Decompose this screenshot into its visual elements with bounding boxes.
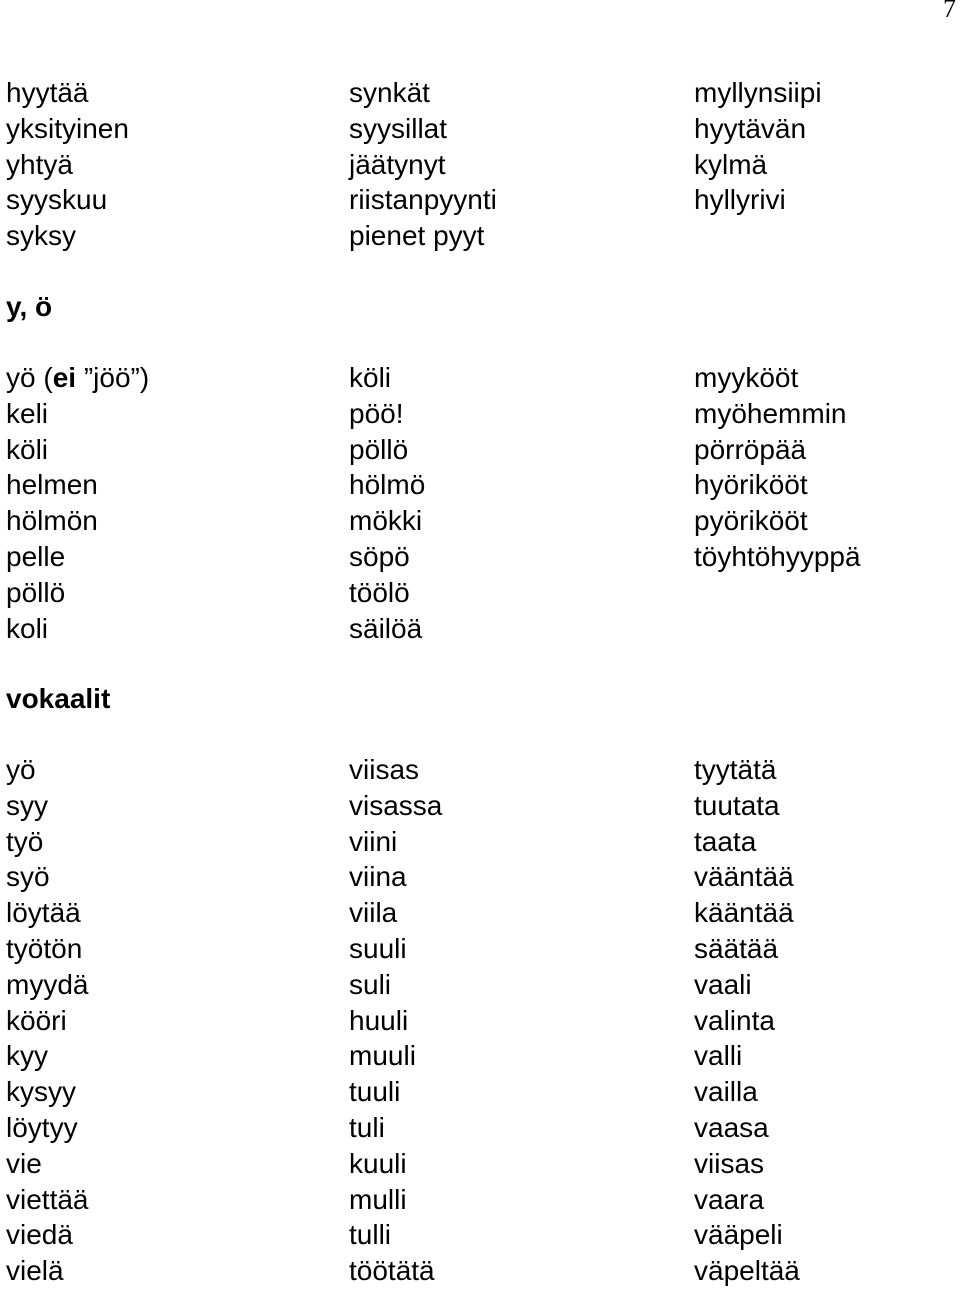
word-cell: työtön — [6, 932, 83, 964]
word-list-section-2 — [6, 360, 956, 646]
word-cell: keli — [6, 397, 49, 429]
word-cell: tulli — [349, 1219, 392, 1251]
word-cell: syysillat — [349, 112, 448, 144]
word-cell: hyllyrivi — [694, 184, 786, 216]
word-cell: visassa — [349, 789, 443, 821]
word-cell: syy — [6, 789, 48, 821]
word-cell: suuli — [349, 932, 407, 964]
word-cell: jäätynyt — [349, 148, 446, 180]
word-row — [6, 432, 956, 468]
word-cell: yö — [6, 754, 36, 785]
word-cell: vaara — [694, 1183, 765, 1215]
word-cell: yhtyä — [6, 148, 73, 180]
word-cell: vääpeli — [694, 1219, 783, 1251]
word-cell: köli — [349, 362, 392, 393]
word-cell: pörröpää — [694, 433, 807, 465]
word-cell: koli — [6, 612, 49, 644]
word-cell: söpö — [349, 540, 410, 572]
word-cell: löytyy — [6, 1111, 78, 1143]
word-cell: myllynsiipi — [694, 77, 822, 108]
word-row — [6, 752, 956, 788]
word-cell: hyytävän — [694, 112, 807, 144]
word-cell: pöllö — [6, 576, 66, 608]
word-cell: viettää — [6, 1183, 89, 1215]
word-row — [6, 967, 956, 1003]
word-row — [6, 467, 956, 503]
word-cell: synkät — [349, 77, 430, 108]
word-cell: kysyy — [6, 1076, 76, 1108]
word-row — [6, 1182, 956, 1218]
word-row — [6, 1217, 956, 1253]
word-cell: hyörikööt — [694, 469, 808, 501]
word-cell: syksy — [6, 220, 76, 252]
word-cell: tyytätä — [694, 754, 777, 785]
word-cell: vaali — [694, 968, 752, 1000]
word-row — [6, 895, 956, 931]
word-cell: tuli — [349, 1111, 385, 1143]
word-row — [6, 218, 956, 254]
word-cell: valli — [694, 1040, 743, 1072]
word-row — [6, 539, 956, 575]
word-cell: myydä — [6, 968, 89, 1000]
word-cell: säätää — [694, 932, 779, 964]
word-cell: hyytää — [6, 77, 89, 108]
word-cell: vääntää — [694, 861, 794, 893]
word-cell: kääntää — [694, 897, 794, 929]
word-cell: syö — [6, 861, 50, 893]
word-cell: vielä — [6, 1255, 64, 1287]
word-cell: mulli — [349, 1183, 407, 1215]
word-cell: mökki — [349, 505, 423, 537]
word-cell: syyskuu — [6, 184, 108, 216]
word-cell: myykööt — [694, 362, 799, 393]
word-row — [6, 396, 956, 432]
word-row — [6, 859, 956, 895]
word-cell: kylmä — [694, 148, 768, 180]
word-row — [6, 360, 956, 396]
word-cell: muuli — [349, 1040, 416, 1072]
word-row — [6, 182, 956, 218]
word-cell: pienet pyyt — [349, 220, 485, 252]
word-cell: vailla — [694, 1076, 758, 1108]
section-heading-vokaalit: vokaalit — [6, 683, 111, 714]
page-number: 7 — [943, 0, 956, 23]
word-cell: vaasa — [694, 1111, 769, 1143]
word-cell: yksityinen — [6, 112, 129, 144]
word-cell: huuli — [349, 1004, 409, 1036]
word-cell: hölmö — [349, 469, 426, 501]
word-cell: pelle — [6, 540, 66, 572]
word-list-section-3 — [6, 752, 956, 1289]
word-row — [6, 611, 956, 647]
word-cell: kööri — [6, 1004, 67, 1036]
word-cell: helmen — [6, 469, 98, 501]
word-cell: suli — [349, 968, 392, 1000]
word-cell: valinta — [694, 1004, 775, 1036]
word-cell: kyy — [6, 1040, 48, 1072]
word-row — [6, 931, 956, 967]
word-cell — [6, 360, 149, 396]
word-cell: töyhtöhyyppä — [694, 540, 861, 572]
word-cell: pöö! — [349, 397, 404, 429]
word-row — [6, 575, 956, 611]
word-cell: viisas — [694, 1147, 765, 1179]
word-cell: pöllö — [349, 433, 409, 465]
word-row — [6, 788, 956, 824]
word-row — [6, 1253, 956, 1289]
word-emphasis: ei — [52, 362, 77, 393]
word-row — [6, 1110, 956, 1146]
word-prefix: yö ( — [6, 362, 53, 393]
word-row — [6, 503, 956, 539]
word-row — [6, 1146, 956, 1182]
word-row — [6, 147, 956, 183]
word-list-section-1 — [6, 75, 956, 254]
word-cell: köli — [6, 433, 49, 465]
word-cell: viisas — [349, 754, 420, 785]
word-row — [6, 75, 956, 111]
word-cell: viini — [349, 825, 398, 857]
word-cell: taata — [694, 825, 757, 857]
word-cell: löytää — [6, 897, 81, 929]
section-heading-y-o: y, ö — [6, 291, 53, 322]
word-cell: myöhemmin — [694, 397, 847, 429]
word-cell: vie — [6, 1147, 42, 1179]
word-cell: kuuli — [349, 1147, 407, 1179]
word-cell: tuutata — [694, 789, 780, 821]
word-cell: hölmön — [6, 505, 98, 537]
word-row — [6, 111, 956, 147]
word-cell: työ — [6, 825, 44, 857]
word-cell: töölö — [349, 576, 410, 608]
word-row — [6, 1038, 956, 1074]
word-cell: viedä — [6, 1219, 73, 1251]
word-cell: riistanpyynti — [349, 184, 497, 216]
word-row — [6, 1003, 956, 1039]
word-cell: viila — [349, 897, 398, 929]
word-cell: säilöä — [349, 612, 423, 644]
word-row — [6, 1074, 956, 1110]
word-cell: viina — [349, 861, 407, 893]
word-suffix: ”jöö”) — [76, 362, 150, 393]
word-cell: väpeltää — [694, 1255, 800, 1287]
word-cell: pyörikööt — [694, 505, 808, 537]
word-cell: töötätä — [349, 1255, 435, 1287]
word-row — [6, 824, 956, 860]
word-cell: tuuli — [349, 1076, 401, 1108]
